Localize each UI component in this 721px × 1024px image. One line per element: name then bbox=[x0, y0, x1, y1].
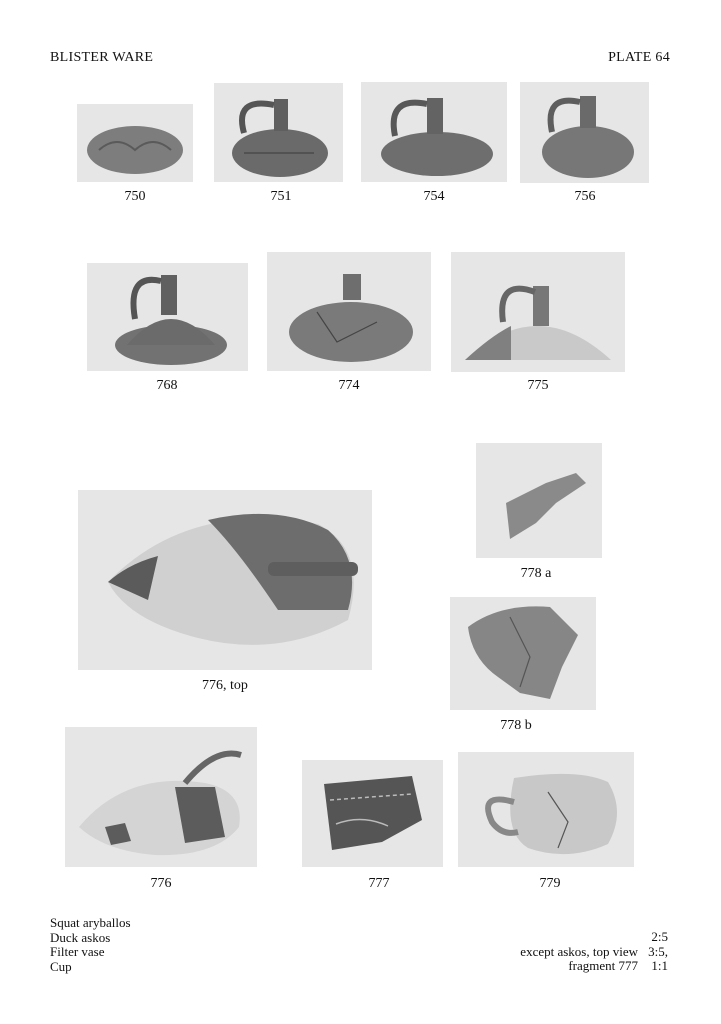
caption-756: 756 bbox=[574, 189, 596, 204]
caption-775: 775 bbox=[527, 378, 549, 393]
photo-775 bbox=[451, 252, 625, 372]
cup-icon bbox=[458, 752, 634, 867]
photo-751 bbox=[214, 83, 343, 182]
caption-768: 768 bbox=[156, 378, 178, 393]
photo-750 bbox=[77, 104, 193, 182]
squat-aryballos-icon bbox=[87, 263, 248, 371]
scale-text: except askos, top view bbox=[520, 943, 638, 959]
caption-754: 754 bbox=[423, 189, 445, 204]
photo-778b bbox=[450, 597, 596, 710]
photo-774 bbox=[267, 252, 431, 371]
photo-779 bbox=[458, 752, 634, 867]
duck-askos-icon bbox=[65, 727, 257, 867]
plate-section-title: BLISTER WARE bbox=[50, 50, 154, 65]
scale-ratio: 1:1 bbox=[651, 958, 668, 973]
squat-aryballos-icon bbox=[214, 83, 343, 182]
scale-row bbox=[520, 945, 668, 960]
caption-776-top: 776, top bbox=[202, 678, 248, 693]
photo-756 bbox=[520, 82, 649, 183]
photo-776 bbox=[65, 727, 257, 867]
photo-754 bbox=[361, 82, 507, 182]
plate-number: PLATE 64 bbox=[608, 50, 670, 65]
squat-aryballos-icon bbox=[451, 252, 625, 372]
caption-777: 777 bbox=[368, 876, 390, 891]
legend-item: Filter vase bbox=[50, 944, 105, 959]
scale-ratio: 2:5 bbox=[651, 929, 668, 944]
photo-768 bbox=[87, 263, 248, 371]
squat-aryballos-icon bbox=[520, 82, 649, 183]
vessel-type-legend bbox=[50, 916, 131, 974]
photo-778a bbox=[476, 443, 602, 558]
photo-777 bbox=[302, 760, 443, 867]
legend-item: Cup bbox=[50, 958, 72, 974]
fragment-icon bbox=[450, 597, 596, 710]
duck-askos-top-icon bbox=[78, 490, 372, 670]
caption-751: 751 bbox=[270, 189, 292, 204]
scale-note bbox=[520, 930, 668, 974]
caption-776: 776 bbox=[150, 876, 172, 891]
filter-vase-fragment-icon bbox=[302, 760, 443, 867]
legend-item: Duck askos bbox=[50, 929, 111, 945]
scale-text: fragment 777 bbox=[568, 958, 638, 973]
squat-aryballos-icon bbox=[77, 104, 193, 182]
caption-779: 779 bbox=[539, 876, 561, 891]
scale-row bbox=[520, 959, 668, 974]
caption-750: 750 bbox=[124, 189, 146, 204]
caption-778a: 778 a bbox=[520, 566, 552, 581]
legend-item: Squat aryballos bbox=[50, 915, 131, 930]
squat-aryballos-icon bbox=[267, 252, 431, 371]
fragment-icon bbox=[476, 443, 602, 558]
scale-row bbox=[520, 930, 668, 945]
scale-ratio: 3:5, bbox=[648, 943, 668, 959]
photo-776-top bbox=[78, 490, 372, 670]
caption-778b: 778 b bbox=[500, 718, 532, 733]
caption-774: 774 bbox=[338, 378, 360, 393]
squat-aryballos-icon bbox=[361, 82, 507, 182]
